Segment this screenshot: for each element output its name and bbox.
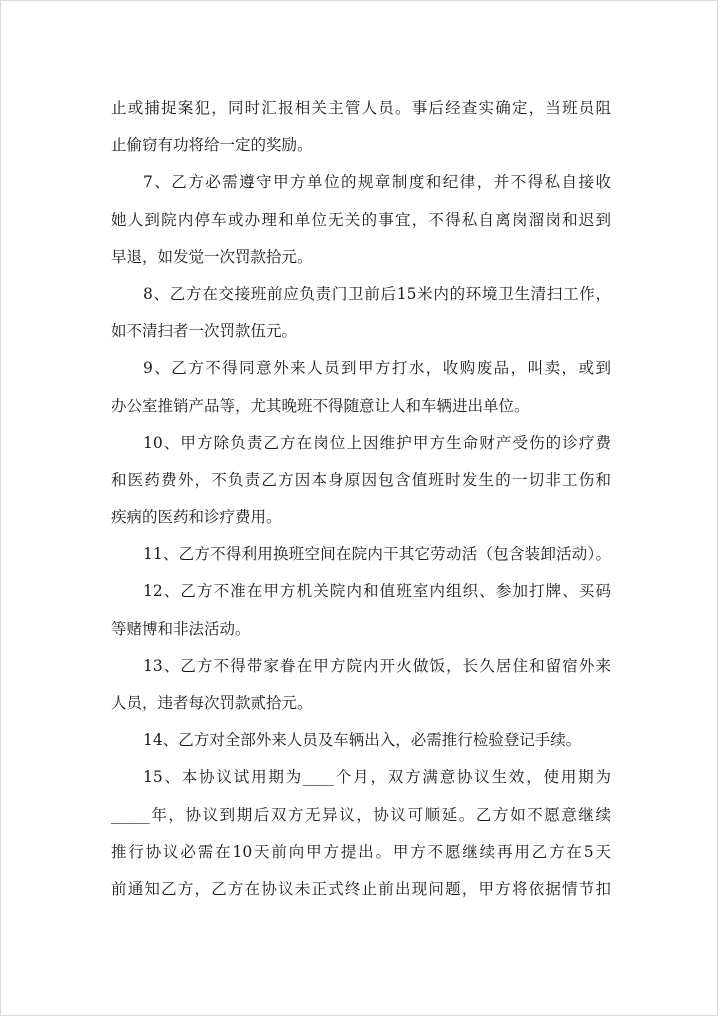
text-line: 人员，违者每次罚款贰拾元。 [111, 694, 313, 712]
text-line: 14、乙方对全部外来人员及车辆出入，必需推行检验登记手续。 [143, 731, 582, 750]
text-line: _____年，协议到期后双方无异议，协议可顺延。乙方如不愿意继续 [111, 805, 611, 824]
text-line: 早退，如发觉一次罚款拾元。 [111, 247, 313, 266]
text-line: 13、乙方不得带家眷在甲方院内开火做饭，长久居住和留宿外来 [143, 656, 611, 675]
text-line: 推行协议必需在10天前向甲方提出。甲方不愿继续再用乙方在5天 [111, 842, 611, 861]
text-line: 前通知乙方，乙方在协议未正式终止前出现问题，甲方将依据情节扣 [111, 879, 611, 898]
text-line: 7、乙方必需遵守甲方单位的规章制度和纪律，并不得私自接收 [143, 173, 611, 192]
text-line: 和医药费外，不负责乙方因本身原因包含值班时发生的一切非工伤和 [111, 470, 611, 489]
text-line: 办公室推销产品等，尤其晚班不得随意让人和车辆进出单位。 [111, 396, 530, 415]
text-line: 她人到院内停车或办理和单位无关的事宜，不得私自离岗溜岗和迟到 [111, 210, 611, 229]
text-line: 8、乙方在交接班前应负责门卫前后15米内的环境卫生清扫工作， [143, 284, 611, 303]
text-line: 等赌博和非法活动。 [111, 619, 251, 638]
text-line: 如不清扫者一次罚款伍元。 [111, 322, 298, 341]
text-line: 9、乙方不得同意外来人员到甲方打水，收购废品，叫卖，或到 [143, 359, 611, 378]
document-body [111, 90, 611, 908]
text-line: 疾病的医药和诊疗费用。 [111, 508, 282, 527]
text-line: 止偷窃有功将给一定的奖励。 [111, 136, 313, 155]
text-line: 12、乙方不准在甲方机关院内和值班室内组织、参加打牌、买码 [143, 582, 611, 601]
text-line: 10、甲方除负责乙方在岗位上因维护甲方生命财产受伤的诊疗费 [143, 433, 611, 452]
text-line: 11、乙方不得利用换班空间在院内干其它劳动活（包含装卸活动）。 [143, 545, 611, 564]
text-line: 15、本协议试用期为____个月，双方满意协议生效，使用期为 [143, 768, 611, 787]
text-line: 止或捕捉案犯，同时汇报相关主管人员。事后经查实确定，当班员阻 [111, 99, 611, 117]
